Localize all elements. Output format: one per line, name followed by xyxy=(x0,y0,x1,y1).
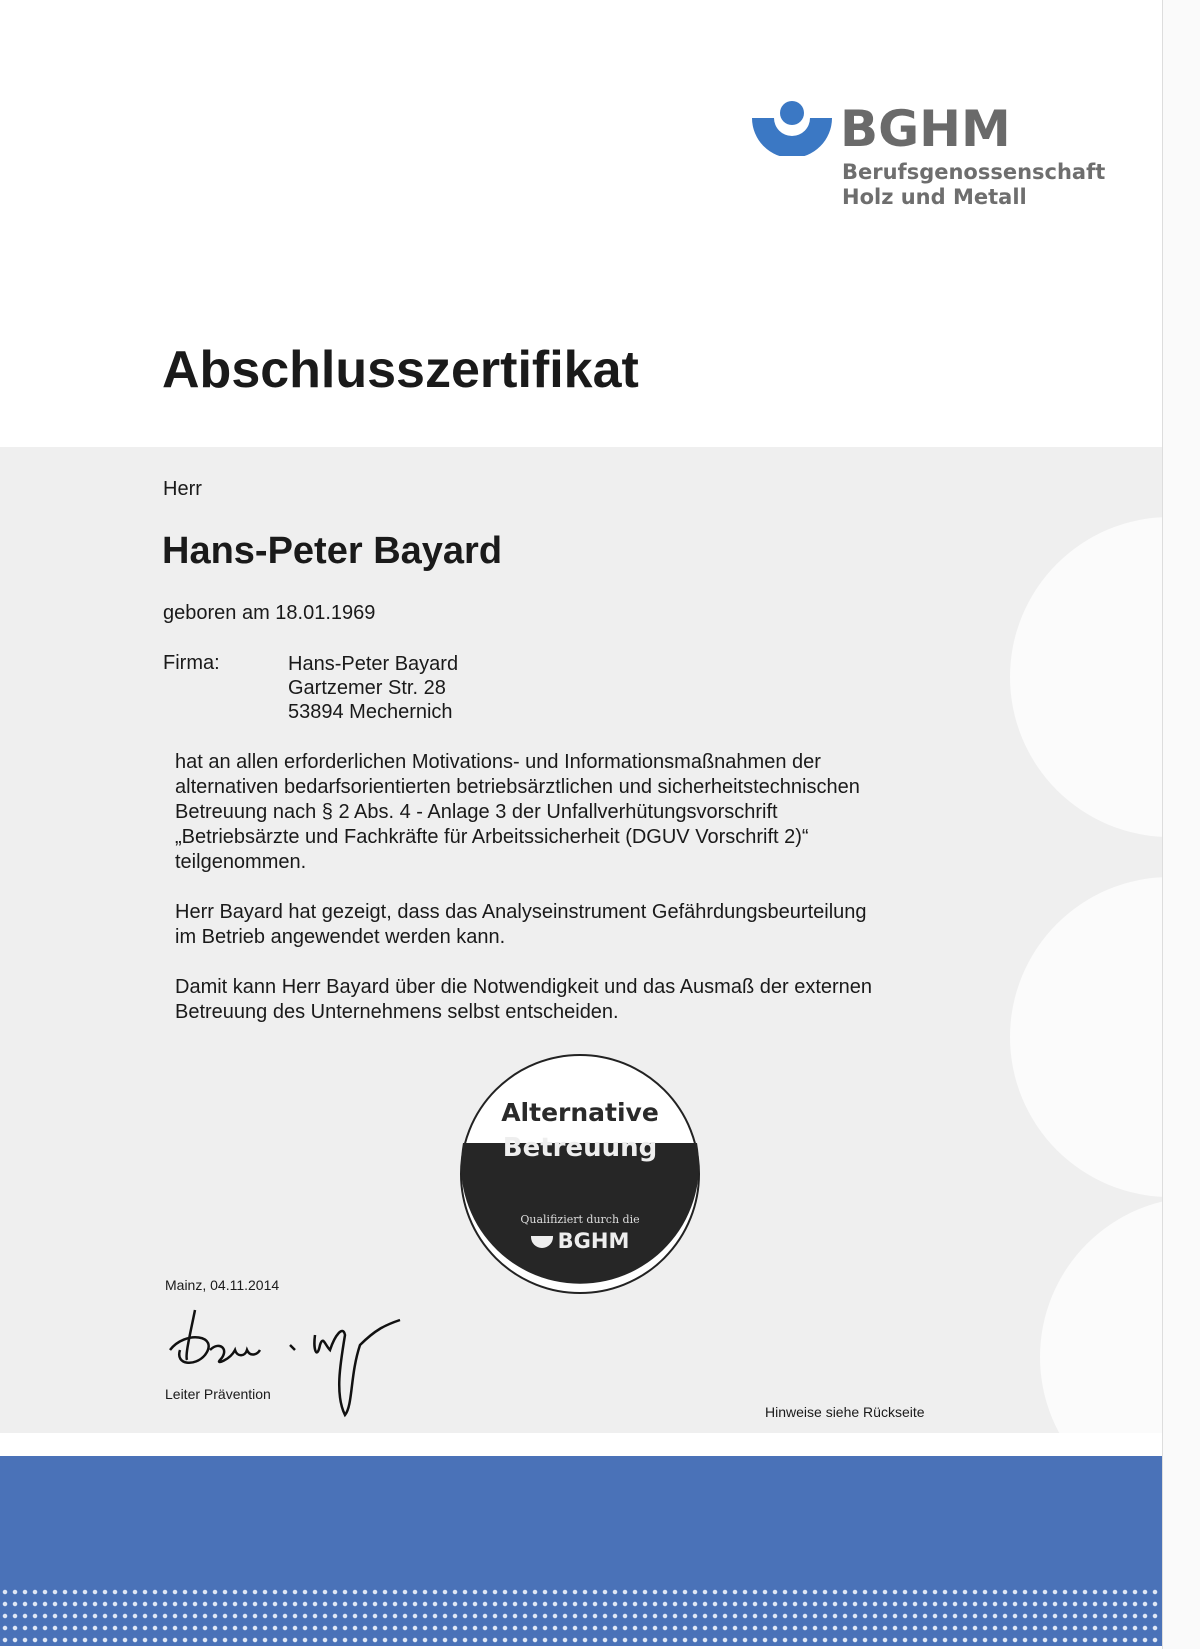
bghm-emblem-icon xyxy=(531,1236,553,1248)
signer-role: Leiter Prävention xyxy=(165,1386,271,1402)
recipient-name: Hans-Peter Bayard xyxy=(162,530,503,572)
paragraph-participation: hat an allen erforderlichen Motivations- und Informationsmaßnahmen der alternativen bedarfsorientierten betriebsärztlichen und sicherheitstechnischen Betreuung nach § 2 Abs. 4 - Anlage 3 der Unfallverhütungsvorschrift „Betriebsärzte und Fachkräfte für Arbeitssicherheit (DGUV Vorschrift 2)“ teilgenommen. xyxy=(175,751,860,873)
company-address xyxy=(288,652,458,724)
footer-band xyxy=(0,1456,1162,1646)
bghm-logo xyxy=(752,100,832,161)
company-street: Gartzemer Str. 28 xyxy=(288,677,446,699)
logo-fullname xyxy=(842,160,1105,210)
birth-date: geboren am 18.01.1969 xyxy=(163,602,376,624)
place-date: Mainz, 04.11.2014 xyxy=(165,1277,280,1293)
signature xyxy=(165,1305,425,1425)
body-text xyxy=(175,750,872,1025)
seal-subtitle: Qualifiziert durch die xyxy=(520,1213,640,1226)
quality-seal xyxy=(459,1053,701,1295)
back-side-note: Hinweise siehe Rückseite xyxy=(765,1404,925,1420)
company-city: 53894 Mechernich xyxy=(288,701,453,723)
certificate-title: Abschlusszertifikat xyxy=(162,341,639,399)
logo-acronym: BGHM xyxy=(840,100,1011,158)
bghm-emblem-icon xyxy=(752,100,832,156)
scan-edge xyxy=(1162,0,1200,1649)
seal-line1: Alternative xyxy=(501,1098,659,1127)
company-label: Firma: xyxy=(163,652,220,674)
seal-line2: Betreuung xyxy=(502,1133,658,1163)
logo-line2: Holz und Metall xyxy=(842,185,1027,209)
company-name: Hans-Peter Bayard xyxy=(288,653,459,675)
dot-pattern xyxy=(0,1586,1162,1646)
paragraph-competence: Herr Bayard hat gezeigt, dass das Analyseinstrument Gefährdungsbeurteilung im Betrieb angewendet werden kann. xyxy=(175,901,867,948)
logo-line1: Berufsgenossenschaft xyxy=(842,160,1106,184)
salutation: Herr xyxy=(163,478,202,500)
seal-brand: BGHM xyxy=(459,1229,701,1253)
paragraph-decision: Damit kann Herr Bayard über die Notwendigkeit und das Ausmaß der externen Betreuung des Unternehmens selbst entscheiden. xyxy=(175,976,873,1023)
